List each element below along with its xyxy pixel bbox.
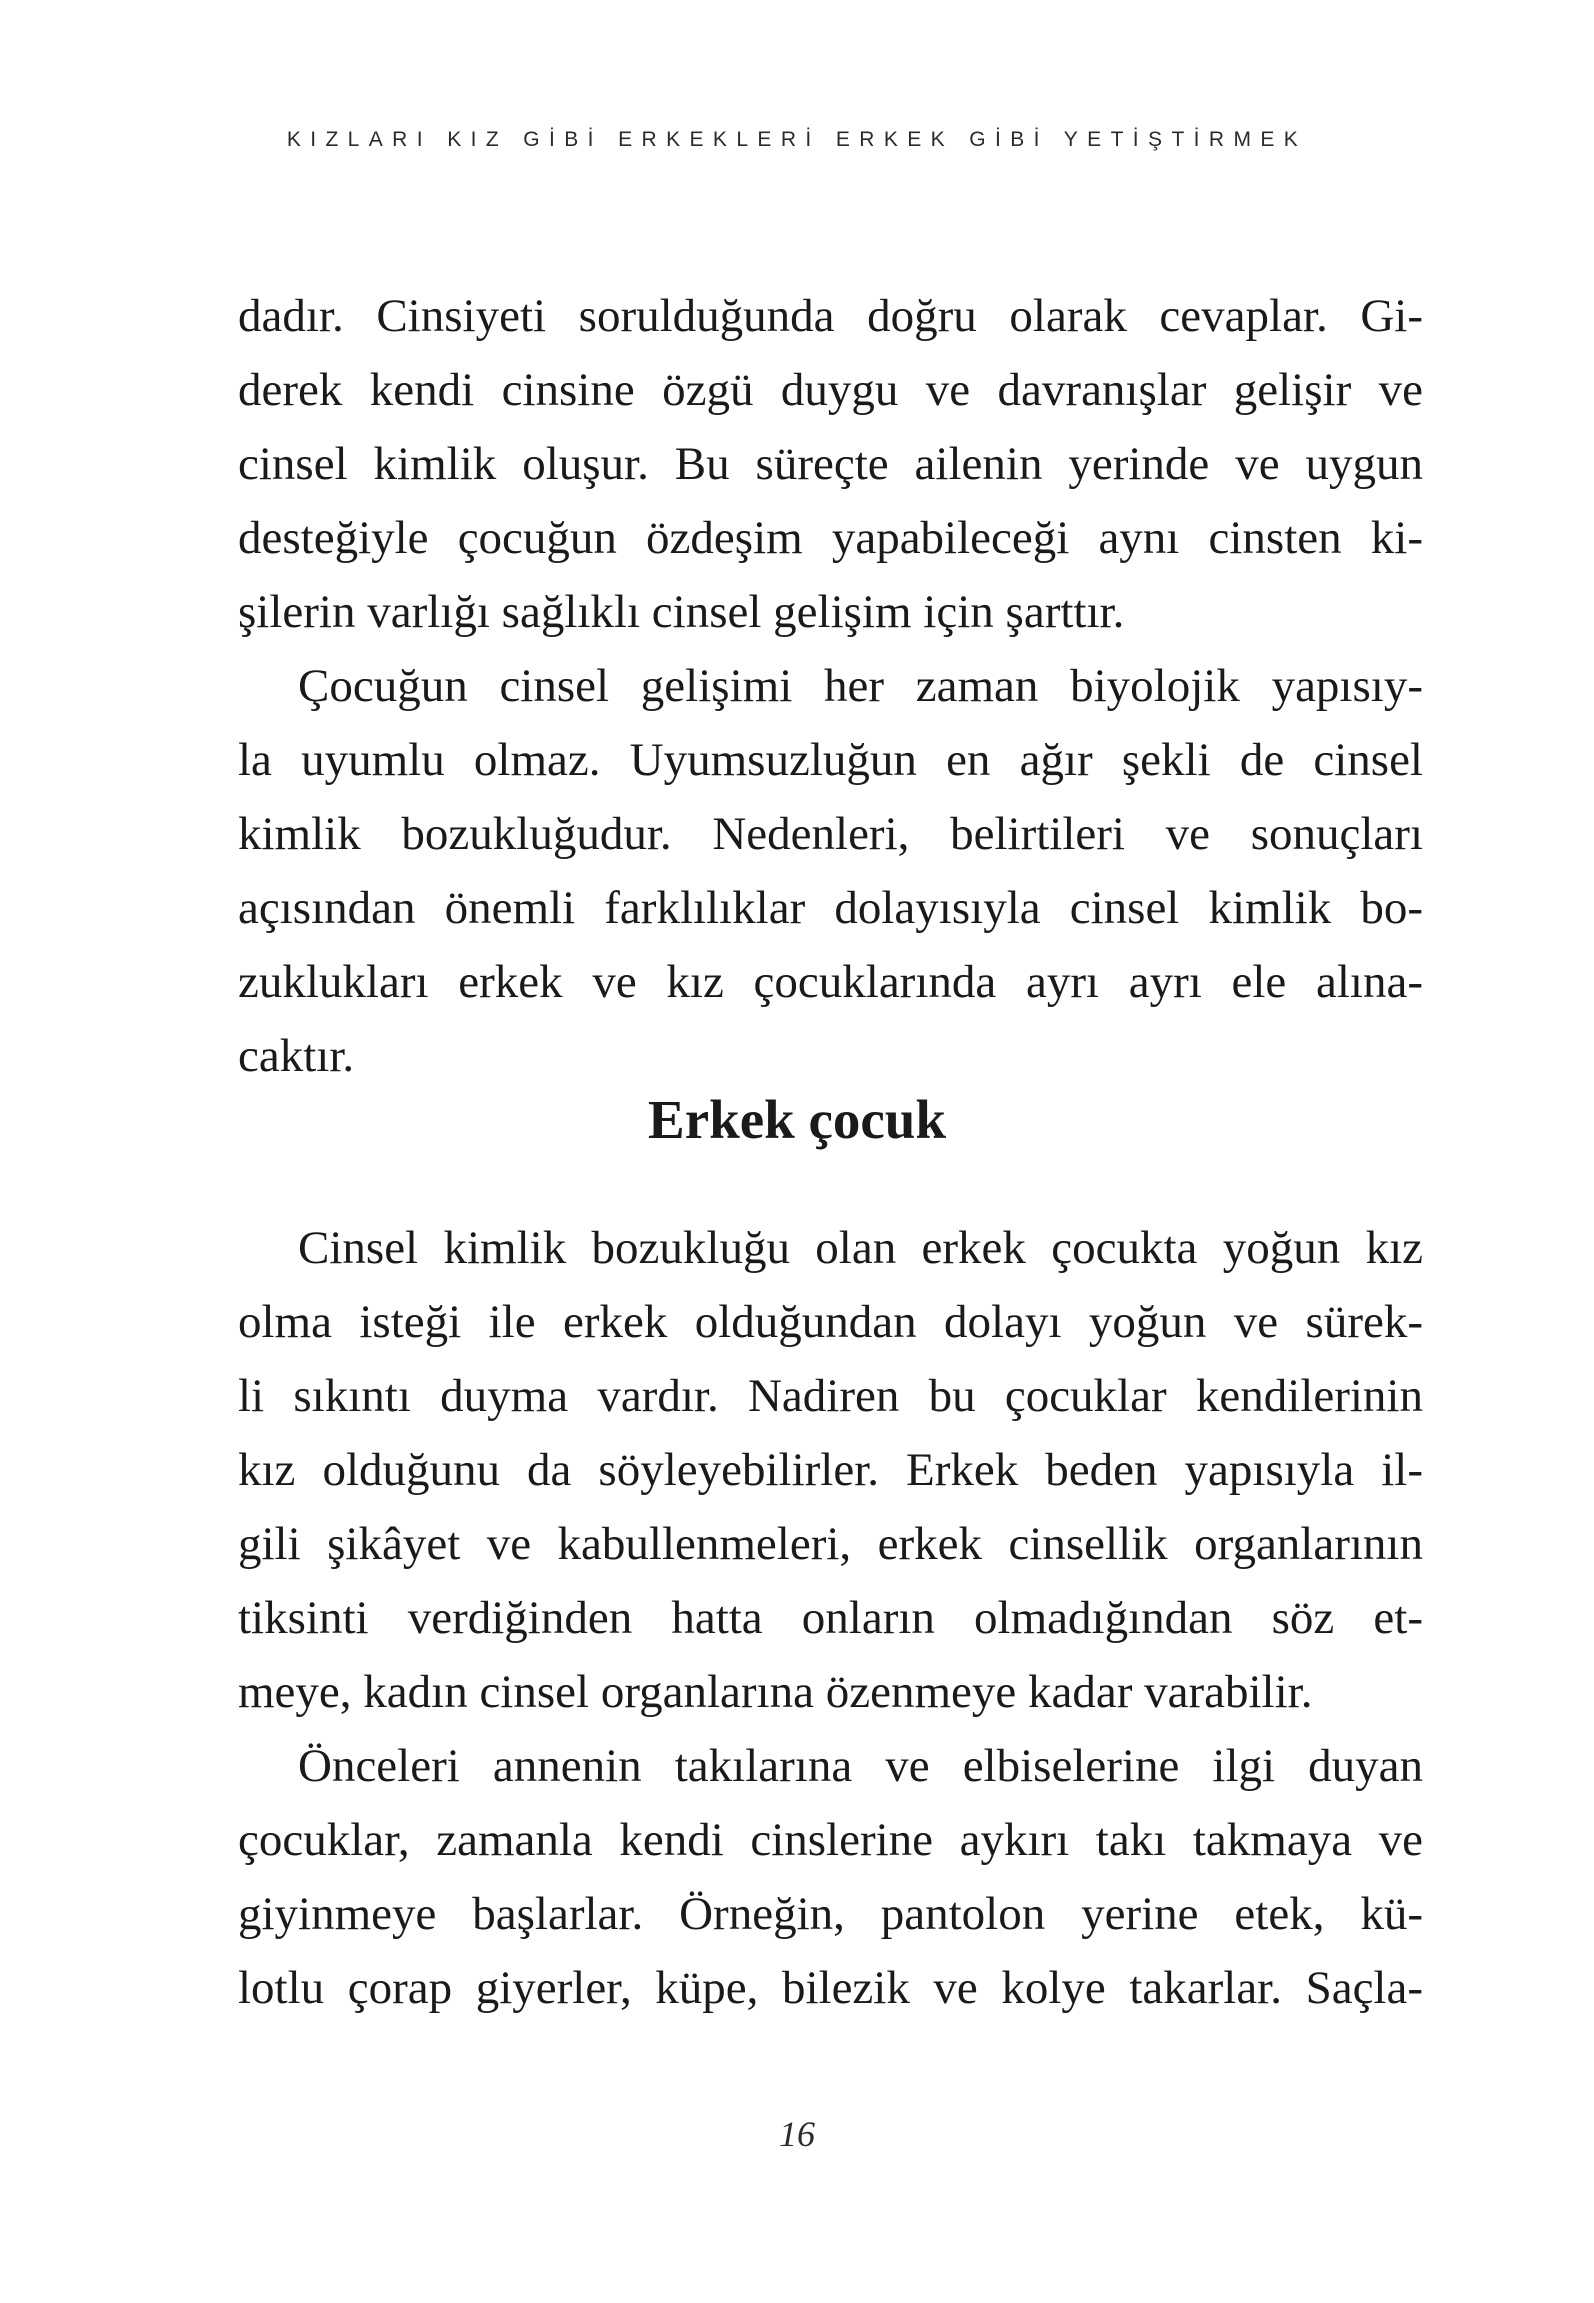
- text-line: desteğiyle çocuğun özdeşim yapabileceği aynı cinsten ki-: [238, 512, 1423, 564]
- section-paragraphs: [238, 1211, 1423, 2025]
- text-line: cinsel kimlik oluşur. Bu süreçte ailenin yerinde ve uygun: [238, 438, 1423, 490]
- text-line: tiksinti verdiğinden hatta onların olmadığından söz et-: [238, 1592, 1423, 1644]
- text-line: lotlu çorap giyerler, küpe, bilezik ve kolye takarlar. Saçla-: [238, 1962, 1423, 2014]
- page-number: 16: [779, 2114, 815, 2154]
- text-line: li sıkıntı duyma vardır. Nadiren bu çocuklar kendilerinin: [238, 1370, 1423, 1422]
- text-line: Önceleri annenin takılarına ve elbiselerine ilgi duyan: [298, 1740, 1423, 1792]
- text-line: olma isteği ile erkek olduğundan dolayı yoğun ve sürek-: [238, 1296, 1423, 1348]
- section-heading: Erkek çocuk: [648, 1089, 946, 1150]
- text-line: meye, kadın cinsel organlarına özenmeye kadar varabilir.: [238, 1666, 1313, 1718]
- running-header: KIZLARI KIZ GİBİ ERKEKLERİ ERKEK GİBİ YETİŞTİRMEK: [286, 128, 1308, 151]
- text-line: şilerin varlığı sağlıklı cinsel gelişim için şarttır.: [238, 586, 1125, 638]
- text-line: Çocuğun cinsel gelişimi her zaman biyolojik yapısıy-: [298, 660, 1423, 712]
- text-line: Cinsel kimlik bozukluğu olan erkek çocukta yoğun kız: [298, 1222, 1423, 1274]
- text-line: çocuklar, zamanla kendi cinslerine aykırı takı takmaya ve: [238, 1814, 1423, 1866]
- text-line: gili şikâyet ve kabullenmeleri, erkek cinsellik organlarının: [238, 1518, 1423, 1570]
- text-line: kız olduğunu da söyleyebilirler. Erkek beden yapısıyla il-: [238, 1444, 1423, 1496]
- text-line: la uyumlu olmaz. Uyumsuzluğun en ağır şekli de cinsel: [238, 734, 1423, 786]
- text-line: dadır. Cinsiyeti sorulduğunda doğru olarak cevaplar. Gi-: [238, 290, 1423, 342]
- intro-paragraphs: [238, 279, 1423, 1093]
- text-line: kimlik bozukluğudur. Nedenleri, belirtileri ve sonuçları: [238, 808, 1423, 860]
- text-line: caktır.: [238, 1030, 355, 1082]
- text-line: derek kendi cinsine özgü duygu ve davranışlar gelişir ve: [238, 364, 1423, 416]
- text-line: açısından önemli farklılıklar dolayısıyla cinsel kimlik bo-: [238, 882, 1423, 934]
- text-line: giyinmeye başlarlar. Örneğin, pantolon yerine etek, kü-: [238, 1888, 1423, 1940]
- text-line: zuklukları erkek ve kız çocuklarında ayrı ayrı ele alına-: [238, 956, 1423, 1008]
